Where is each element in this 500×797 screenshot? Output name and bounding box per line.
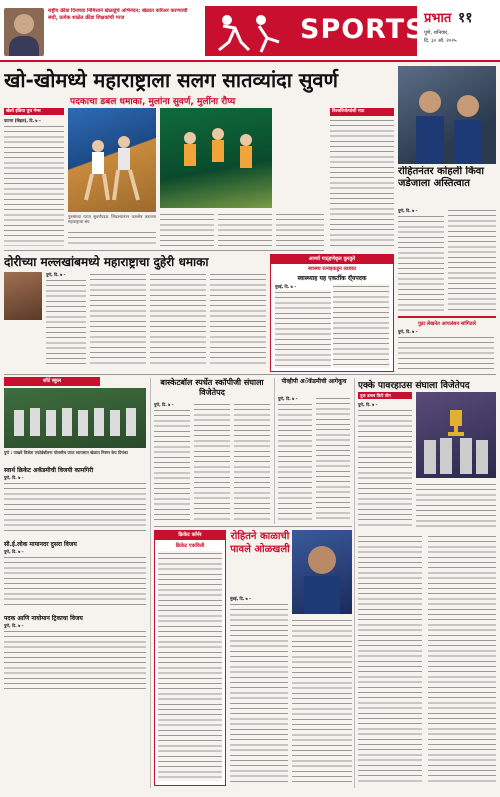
rohit-photo (292, 530, 352, 614)
sidebar-headline[interactable]: रोहितनंतर कोहली किंवा जडेजाला अस्तित्वात (398, 166, 484, 189)
powerhouse-headline[interactable]: एक्के पावरहाउस संघाला विजेतेपद (358, 381, 470, 391)
box-story-title: स्वास्थ्य रत्नाइकडून लाडका (307, 266, 357, 272)
player-figure-icon (68, 108, 156, 212)
powerhouse-photo (416, 392, 496, 478)
lead-photo (68, 108, 156, 212)
sidebar-kicker: विश्वविजेत्यांशी गाठ (330, 108, 394, 116)
powerhouse-byline: पुणे, दि. ७ – (358, 402, 378, 407)
rohit-col1 (230, 602, 288, 782)
box-story-headline[interactable]: स्वास्थ्याह यह एकर्तीक रॉ्यपदक (297, 275, 367, 282)
lead-deck: पदकाचा डबल धमाका, मुलांना सुवर्ण, मुलींना रौप्य (70, 97, 236, 107)
powerhouse-col3 (358, 534, 422, 784)
box-story-tag: आर्थ्या गाठ्हणेकृत कुरकुरे (271, 255, 393, 264)
short-1-headline[interactable]: स्वार्थ क्रिकेट अकॅडमीची विजयी कामगिरी (4, 467, 94, 474)
cricket-corner (154, 530, 226, 786)
lead-body-col5 (276, 212, 324, 246)
short-3-headline[interactable]: पदक आणि नायोमान ट्रिकाचा विजय (4, 615, 83, 622)
lead-body-col4 (218, 212, 272, 246)
paper-name: प्रभात (424, 11, 452, 26)
masthead (0, 0, 500, 62)
cricketers-icon (398, 66, 496, 164)
edition-day: पुणे, शनिवार, (424, 30, 449, 36)
brief-col1 (398, 335, 494, 373)
team-icon (4, 388, 146, 448)
pvg-byline: पुणे, दि. ७ – (278, 396, 298, 401)
short-2-body (4, 555, 146, 607)
lead-body-col1 (4, 124, 64, 246)
short-3-body (4, 629, 146, 689)
basketball-col3 (234, 402, 270, 520)
cricket-corner-body (158, 551, 222, 781)
short-3-byline: पुणे, दि. ७ – (4, 623, 24, 628)
page-number: ११ (458, 10, 473, 26)
short-2-headline[interactable]: सी.ई.लोक मायानदर दुसरा विजय (4, 541, 77, 548)
section-title: SPORTS (300, 14, 426, 45)
short-2-byline: पुणे, दि. ७ – (4, 549, 24, 554)
basketball-headline[interactable]: बास्केटबॉल स्पर्धेत स्कॉपीजी संघाला विजेतेपद (160, 378, 264, 397)
basketball-byline: पुणे, दि. ७ – (154, 402, 174, 407)
lead-body-col3 (160, 212, 214, 246)
powerhouse-tag: युवा उत्सव सिटी लीग (358, 392, 412, 399)
story2-col3 (150, 272, 206, 366)
shorts-tag: शॉर्ट स्कुल (4, 377, 100, 386)
brief-byline: पुणे, दि. ७ – (398, 329, 418, 334)
avatar-icon (14, 14, 34, 34)
story2-col1 (46, 278, 86, 366)
short-1-body (4, 481, 146, 533)
basketball-col2 (194, 402, 230, 520)
box-story (270, 254, 394, 372)
rohit-portrait-icon (292, 530, 352, 614)
short-1-byline: पुणे, दि. ७ – (4, 475, 24, 480)
powerhouse-col2 (416, 482, 496, 528)
story2-headline[interactable]: दोरीच्या मल्लखांबमध्ये महाराष्ट्राचा दुहेरी धमाका (4, 255, 209, 269)
sidebar-body-col2 (398, 214, 444, 312)
promo-portrait (4, 8, 44, 56)
trophy-team-icon (416, 392, 496, 478)
pvg-col1 (278, 402, 312, 520)
lead-photo-2 (160, 108, 272, 208)
sidebar-byline: पुणे, दि. ७ – (398, 208, 418, 213)
sidebar-body-col3 (448, 208, 496, 312)
rohit-byline: मुंबई, दि. ७ – (230, 596, 252, 601)
story2-col4 (210, 272, 266, 366)
box-story-col1 (275, 290, 331, 368)
lead-byline: पाटणा (बिहार), दि. ७ – (4, 118, 41, 123)
edition-date: दि. ३० ऑ. २०२५ (424, 38, 457, 44)
lead-photo-caption: पुरुषांच्या गटात सुवर्णपदक जिंकल्यानंतर जल्लोष करताना महाराष्ट्राचा संघ (68, 214, 156, 225)
story2-photo (4, 272, 42, 320)
box-story-col2 (333, 284, 389, 368)
sidebar-body-col1 (330, 118, 394, 246)
powerhouse-col1 (358, 408, 412, 528)
sidebar-photo (398, 66, 496, 164)
box-story-byline: मुंबई, दि. ७ – (275, 284, 297, 289)
cricket-corner-title: क्रिकेट एकविली (175, 543, 205, 549)
lead-body-col2 (68, 230, 156, 246)
rohit-box (230, 530, 352, 786)
powerhouse-col4 (428, 534, 496, 784)
story2-byline: पुणे, दि. ७ – (46, 272, 66, 277)
pvg-headline[interactable]: पीव्हीपी अॅकॅडमीची आगेकूच (281, 378, 347, 385)
rohit-col2 (292, 618, 352, 782)
brief-headline[interactable]: पुढा लेखनेत आपलंसन सांगितले (418, 321, 476, 327)
celebration-icon (160, 108, 272, 208)
cricket-corner-tag: क्रिकेट कॉर्नर (155, 531, 225, 540)
sports-mark-icon (209, 6, 289, 56)
lead-kicker: खेलो इंडिया युथ गेम्स (4, 108, 64, 115)
shorts-caption: पुणे : पाखवे विजेता एफोर्डबॉलना पोलसीच प्राप्त व्यापारात खेळात मिस्नर केप प्रियंका (4, 450, 128, 455)
lead-headline[interactable]: खो-खोमध्ये महाराष्ट्राला सलग सातव्यांदा सुवर्ण (4, 68, 338, 92)
brief-box (398, 316, 496, 372)
rohit-headline[interactable]: रोहितने काळाची पावले ओळखली (230, 531, 290, 555)
pvg-col2 (316, 396, 350, 520)
story2-col2 (90, 272, 146, 366)
shorts-photo (4, 388, 146, 448)
sports-banner (205, 6, 426, 56)
basketball-col1 (154, 408, 190, 520)
promo-text[interactable]: राष्ट्रीय क्रीडा दिनाच्या निमित्ताने खेळाडूंचे अभिनंदन; खेळात करिअर करण्याची संधी, प्रत्येक शाळेत क्रीडा शिक्षकांची गरज (48, 8, 188, 21)
